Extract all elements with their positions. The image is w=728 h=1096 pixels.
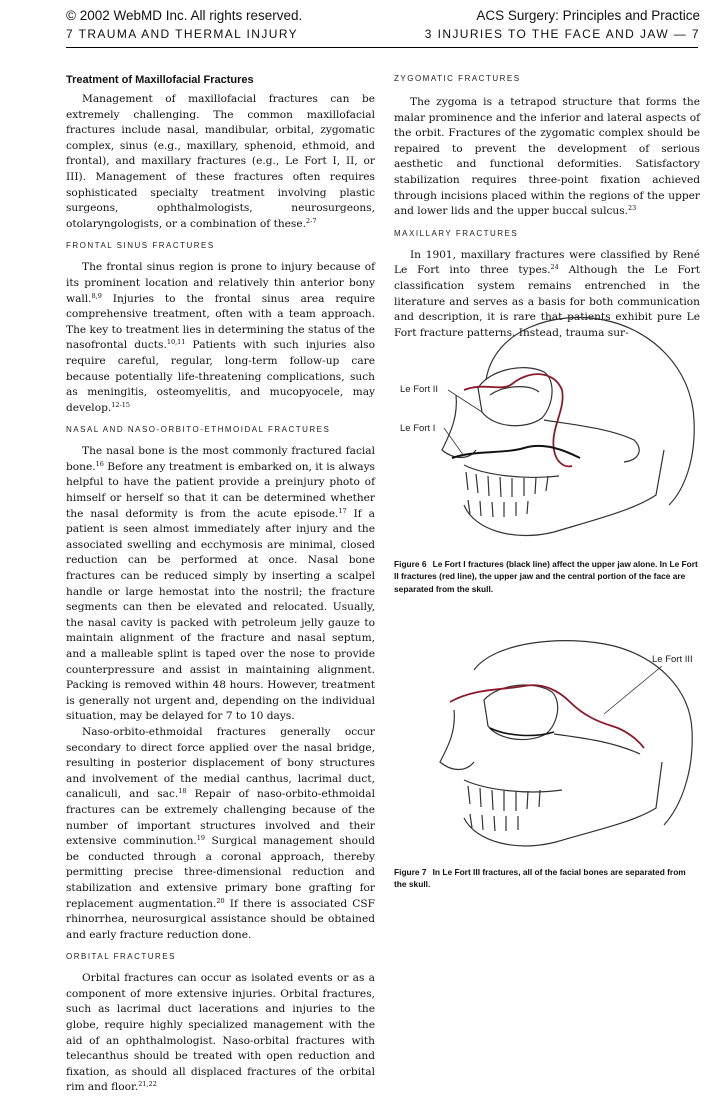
citation: 17	[338, 506, 347, 515]
frontal-sinus-paragraph: The frontal sinus region is prone to injury because of its prominent location and relatively thin anterior bony wall.$^{8,9}$ Injuries to the frontal sinus area require comprehensive treatment, often with a team approach. The key to treatment lies in determining the status of the nasofrontal ducts.$^{10,11}$ Patients with such injuries also require careful, regular, long-term follow-up care because potentially life-threatening complications, such as meningitis, osteomyelitis, and mucopyocele, may develop.$^{12-15}$	[66, 261, 375, 414]
section-title: 3 INJURIES TO THE FACE AND JAW — 7	[424, 27, 700, 41]
copyright-notice: © 2002 WebMD Inc. All rights reserved.	[66, 8, 303, 23]
maxilla	[464, 465, 559, 477]
citation: 2-7	[306, 216, 317, 225]
left-column	[66, 73, 375, 1096]
lower-teeth	[470, 814, 518, 831]
zygomatic-arch	[554, 734, 640, 754]
orbital-heading: ORBITAL FRACTURES	[66, 952, 176, 962]
citation: 10,11	[166, 338, 186, 347]
nasal-paragraph: The nasal bone is the most commonly fractured facial bone.$^{16}$ Before any treatment is embarked on, it is always helpful to have the patient provide a preinjury photo of himself or herself so that it can be determined whether the nasal deformity is from the acute episode.$^{17}$ If a patient is seen almost immediately after injury and the associated swelling and ecchymosis are minimal, closed reduction can be performed at once. Nasal bone fractures can be reduced simply by inserting a scalpel handle or large hemostat into the nostril; the fracture segments can then be elevated and relocated. Usually, the nasal cavity is packed with petroleum jelly gauze to maintain alignment of the fracture and nasal septum, and a malleable splint is taped over the nose to provide counterpressure and assist in maintaining alignment. Packing is removed within 48 hours. However, treatment is generally not urgent and, depending on the individual situation, may be delayed for 7 to 10 days.	[66, 445, 375, 723]
lefort-2-leader	[448, 390, 482, 412]
header-rule	[66, 47, 698, 48]
noe-paragraph: Naso-orbito-ethmoidal fractures generally occur secondary to direct force applied over the nasal bridge, resulting in posterior displacement of bony structures and involvement of the medial canthus, lacrimal duct, canaliculi, and sac.$^{18}$ Repair of naso-orbito-ethmoidal fractures can be extremely challenging because of the number of important structures involved and their extensive comminution.$^{19}$ Surgical management should be conducted through a coronal approach, thereby permitting precise three-dimensional reduction and stabilization and extensive primary bone grafting for replacement augmentation.$^{20}$ If there is associated CSF rhinorrhea, neurosurgical assistance should be obtained and early fracture reduction done.	[66, 725, 375, 941]
lefort-3-fracture-line	[450, 685, 644, 748]
skull-lefort-3-drawing	[394, 630, 700, 855]
skull-lefort-1-2-drawing	[394, 300, 700, 550]
mandible	[464, 450, 664, 536]
chapter-title: 7 TRAUMA AND THERMAL INJURY	[66, 27, 299, 41]
maxillary-paragraph: In 1901, maxillary fractures were classified by René Le Fort into three types.$^{24}$ Although the Le Fort classification system remains entrenched in the literature and serves as a basis for both communication and description, it is rare that patients exhibit pure Le Fort fracture patterns. Instead, trauma sur-	[394, 248, 700, 339]
frontal-sinus-heading: FRONTAL SINUS FRACTURES	[66, 241, 215, 251]
citation: 18	[178, 787, 187, 796]
zygomatic-heading: ZYGOMATIC FRACTURES	[394, 74, 521, 83]
lefort-3-leader	[604, 666, 662, 714]
lefort-1-label: Le Fort I	[400, 423, 436, 434]
orbit	[484, 685, 558, 740]
citation: 23	[628, 204, 637, 213]
treatment-heading: Treatment of Maxillofacial Fractures	[66, 74, 254, 86]
citation: 20	[216, 896, 225, 905]
orbital-paragraph: Orbital fractures can occur as isolated events or as a component of more extensive injuries. Orbital fractures, such as lacrimal duct lacerations and injuries to the globe, require highly specialized management with the aid of an ophthalmologist. Naso-orbital fractures with telecanthus should be treated with open reduction and fixation, as should all displaced fractures of the orbital rim and floor.$^{21,22}$	[66, 972, 375, 1094]
citation: 8,9	[91, 291, 102, 300]
maxilla	[464, 780, 562, 792]
lefort-1-fracture-line	[452, 446, 580, 458]
figure-7-illustration	[394, 630, 700, 855]
citation: 12-15	[111, 400, 130, 409]
citation: 24	[550, 263, 559, 272]
zygomatic-arch	[544, 420, 639, 462]
orbit	[478, 368, 552, 426]
figure-7-caption: Figure 7 In Le Fort III fractures, all of the facial bones are separated from the skull.	[394, 867, 686, 890]
citation: 16	[95, 459, 104, 468]
figure-7-number: Figure 7	[394, 867, 427, 877]
orbital-floor-line	[490, 728, 554, 735]
figure-6-number: Figure 6	[394, 559, 427, 569]
nasal-heading: NASAL AND NASO-ORBITO-ETHMOIDAL FRACTURES	[66, 425, 331, 435]
figure-6-caption: Figure 6 Le Fort I fractures (black line) affect the upper jaw alone. In Le Fort II fractures (red line), the upper jaw and the central portion of the face are separated from the skull.	[394, 559, 698, 594]
lefort-2-label: Le Fort II	[400, 384, 439, 395]
lower-teeth	[468, 500, 528, 517]
citation: 21,22	[138, 1080, 157, 1089]
mandible	[464, 762, 662, 846]
intro-paragraph: Management of maxillofacial fractures can be extremely challenging. The common maxillofacial fractures include nasal, mandibular, orbital, zygomatic complex, sinus (e.g., maxillary, sphenoid, ethmoid, and frontal), and maxillary fractures (e.g., Le Fort I, II, or III). Management of these fractures often requires sophisticated specialty treatment involving plastic surgeons, ophthalmologists, neurosurgeons, otolaryngologists, or a combination of these.$^{2-7}$	[66, 93, 375, 230]
lefort-1-leader	[444, 428, 464, 456]
citation: 19	[196, 834, 206, 843]
maxillary-heading: MAXILLARY FRACTURES	[394, 228, 519, 238]
figure-6-illustration	[394, 300, 700, 550]
lefort-3-label: Le Fort III	[652, 654, 693, 665]
nasal-bone	[440, 710, 474, 770]
zygomatic-paragraph: The zygoma is a tetrapod structure that forms the malar prominence and the inferior and lateral aspects of the orbit. Fractures of the zygomatic complex should be repaired to prevent the development of serious aesthetic and functional deformities. Satisfactory stabilization requires three-point fixation achieved through incisions placed within the regions of the upper and lower lids and the upper buccal sulcus.$^{23}$	[394, 96, 700, 218]
book-title: ACS Surgery: Principles and Practice	[476, 8, 700, 23]
